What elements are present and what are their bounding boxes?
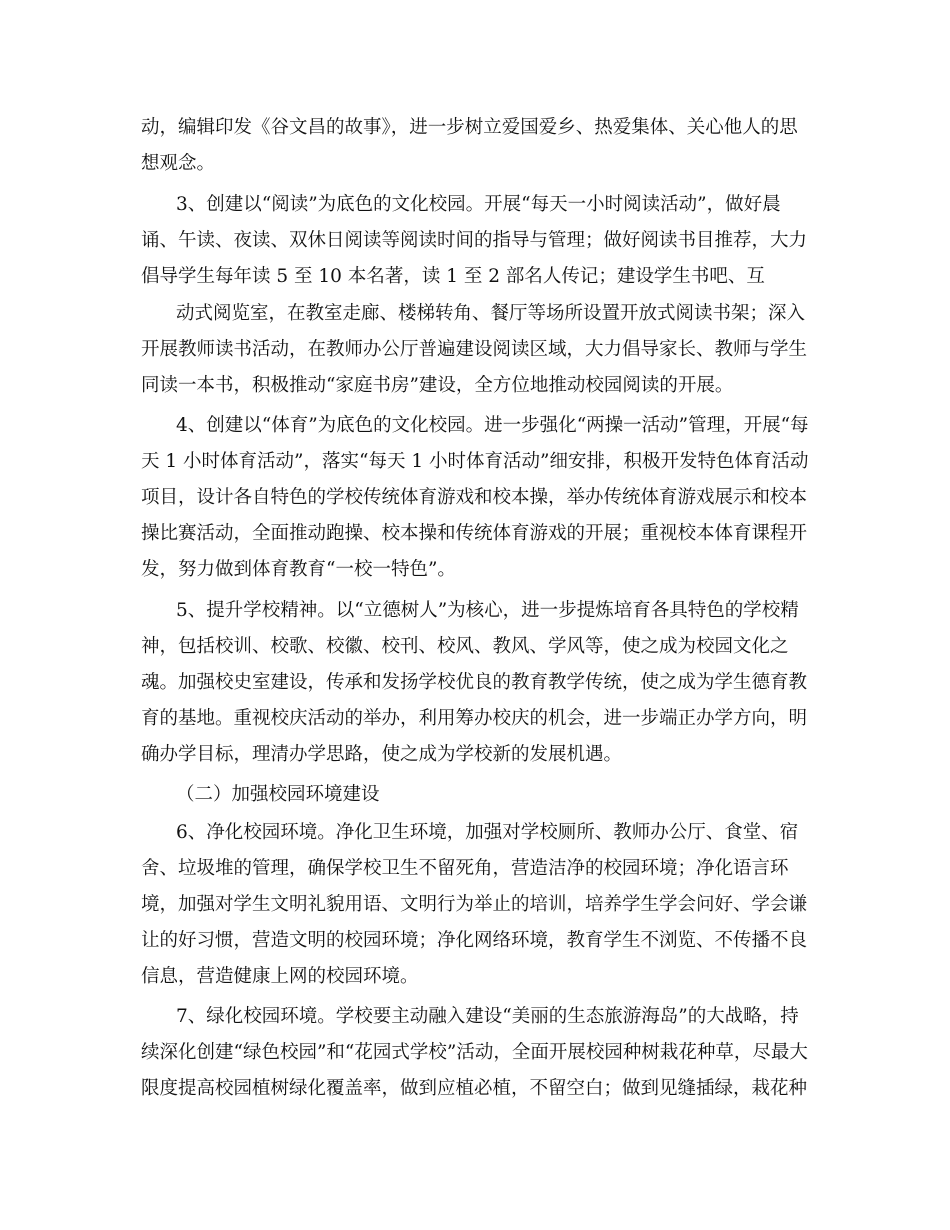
- text-line: 续深化创建“绿色校园”和“花园式学校”活动，全面开展校园种树栽花种草，尽最大: [141, 1042, 808, 1063]
- paragraph-4-start: 4、创建以“体育”为底色的文化校园。进一步强化“两操一活动”管理，开展“每: [176, 415, 809, 436]
- text-line: 限度提高校园植树绿化覆盖率，做到应植必植，不留空白；做到见缝插绿，栽花种: [141, 1078, 808, 1099]
- text-line: 动式阅览室，在教室走廊、楼梯转角、餐厅等场所设置开放式阅读书架；深入: [176, 303, 806, 324]
- text-line: 发，努力做到体育教育“一校一特色”。: [141, 559, 456, 580]
- text-line: 同读一本书，积极推动“家庭书房”建设，全方位地推动校园阅读的开展。: [141, 375, 734, 396]
- text-line: 天 1 小时体育活动”，落实“每天 1 小时体育活动”细安排，积极开发特色体育活动: [141, 451, 809, 472]
- text-line: 魂。加强校史室建设，传承和发扬学校优良的教育教学传统，使之成为学生德育教: [141, 672, 808, 693]
- text-line: 境，加强对学生文明礼貌用语、文明行为举止的培训，培养学生学会问好、学会谦: [141, 894, 808, 915]
- text-line: 让的好习惯，营造文明的校园环境；净化网络环境，教育学生不浏览、不传播不良: [141, 930, 808, 951]
- paragraph-3-start: 3、创建以“阅读”为底色的文化校园。开展“每天一小时阅读活动”，做好晨: [176, 194, 781, 215]
- text-line: 确办学目标，理清办学思路，使之成为学校新的发展机遇。: [141, 744, 623, 765]
- text-line: 倡导学生每年读 5 至 10 本名著，读 1 至 2 部名人传记；建设学生书吧、互: [141, 266, 765, 287]
- section-heading: （二）加强校园环境建设: [176, 784, 380, 805]
- text-line: 诵、午读、夜读、双休日阅读等阅读时间的指导与管理；做好阅读书目推荐，大力: [141, 230, 808, 251]
- text-line: 动，编辑印发《谷文昌的故事》，进一步树立爱国爱乡、热爱集体、关心他人的思: [141, 117, 798, 138]
- text-line: 舍、垃圾堆的管理，确保学校卫生不留死角，营造洁净的校园环境；净化语言环: [141, 858, 789, 879]
- paragraph-6-start: 6、净化校园环境。净化卫生环境，加强对学校厕所、教师办公厅、食堂、宿: [176, 822, 799, 843]
- text-line: 想观念。: [141, 153, 216, 174]
- text-line: 开展教师读书活动，在教师办公厅普遍建设阅读区域，大力倡导家长、教师与学生: [141, 339, 808, 360]
- text-line: 项目，设计各自特色的学校传统体育游戏和校本操，举办传统体育游戏展示和校本: [141, 487, 808, 508]
- text-line: 育的基地。重视校庆活动的举办，利用筹办校庆的机会，进一步端正办学方向，明: [141, 708, 808, 729]
- paragraph-5-start: 5、提升学校精神。以“立德树人”为核心，进一步提炼培育各具特色的学校精: [176, 600, 799, 621]
- text-line: 信息，营造健康上网的校园环境。: [141, 966, 419, 987]
- paragraph-7-start: 7、绿化校园环境。学校要主动融入建设“美丽的生态旅游海岛”的大战略，持: [176, 1006, 799, 1027]
- text-line: 神，包括校训、校歌、校徽、校刊、校风、教风、学风等，使之成为校园文化之: [141, 636, 789, 657]
- text-line: 操比赛活动，全面推动跑操、校本操和传统体育游戏的开展；重视校本体育课程开: [141, 523, 808, 544]
